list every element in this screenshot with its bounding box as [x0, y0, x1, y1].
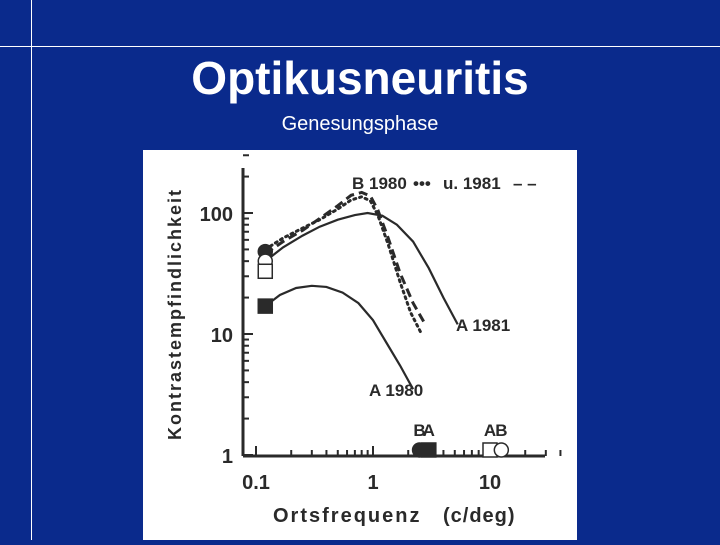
- filled-square-marker: [422, 443, 436, 457]
- x-tick-label: 1: [367, 472, 379, 494]
- y-tick-label: 100: [199, 204, 233, 226]
- marker-label: A: [422, 420, 435, 440]
- chart-markers: [258, 245, 511, 457]
- open-square-marker: [258, 264, 272, 278]
- legend-dashes: – –: [513, 174, 537, 193]
- open-circle-marker: [494, 443, 508, 457]
- x-tick-label: 0.1: [242, 472, 270, 494]
- chart-labels: [165, 174, 537, 527]
- filled-square-marker: [258, 299, 272, 313]
- y-axis-label: Kontrastempfindlichkeit: [165, 187, 185, 441]
- chart-curves: [265, 192, 457, 389]
- slide-title: Optikusneuritis: [191, 52, 529, 104]
- series-label-a-1980: A 1980: [369, 381, 424, 400]
- curve-a-1980: [265, 286, 413, 389]
- chart-figure: [143, 150, 577, 540]
- curve-u-1981: [265, 192, 425, 324]
- legend-u-1981: u. 1981: [443, 174, 501, 193]
- legend-b-1980: B 1980: [352, 174, 407, 193]
- top-divider-line: [0, 46, 720, 47]
- x-axis-label: Ortsfrequenz: [273, 505, 422, 527]
- series-label-a-1981: A 1981: [456, 316, 511, 335]
- y-tick-label: 10: [210, 325, 233, 347]
- x-axis-unit: (c/deg): [443, 505, 516, 527]
- legend-dots: •••: [413, 174, 431, 193]
- marker-label: B: [413, 420, 426, 440]
- x-tick-label: 10: [478, 472, 502, 494]
- chart-axes: [243, 155, 560, 456]
- y-tick-label: 1: [221, 446, 233, 468]
- slide-subtitle: Genesungsphase: [281, 113, 439, 135]
- contrast-sensitivity-chart: [143, 150, 577, 540]
- marker-label: A: [483, 420, 497, 440]
- marker-label: B: [495, 420, 508, 440]
